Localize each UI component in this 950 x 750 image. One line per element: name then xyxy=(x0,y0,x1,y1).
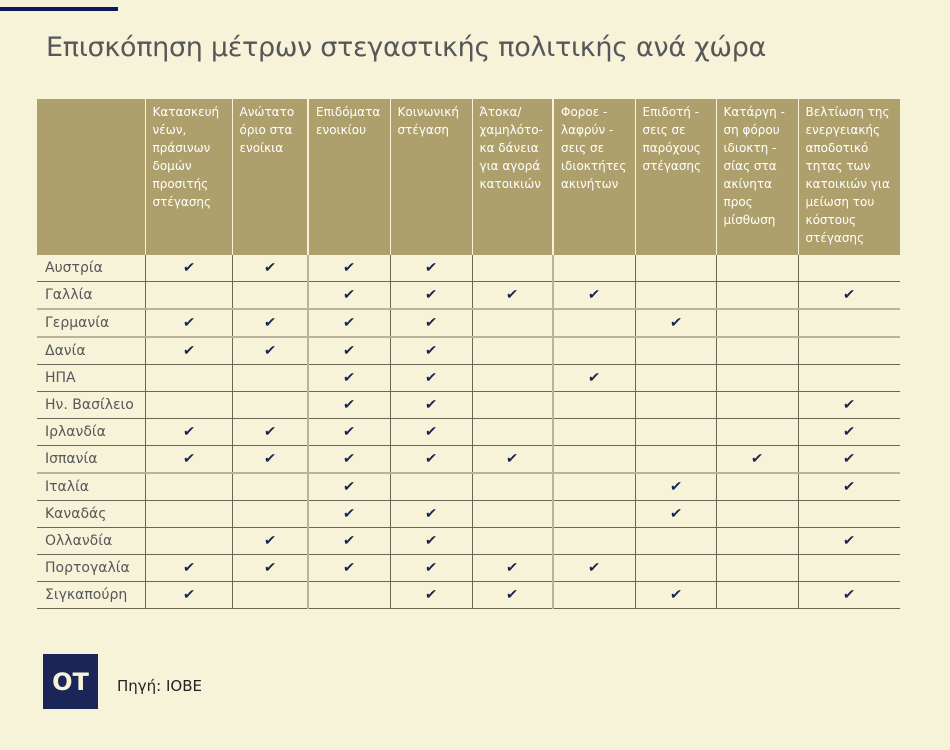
policy-cell xyxy=(390,365,472,392)
country-name: Γερμανία xyxy=(37,309,145,337)
country-name: Δανία xyxy=(37,337,145,365)
check-mark-icon: ✔ xyxy=(181,424,196,440)
policy-cell xyxy=(308,392,390,419)
check-mark-icon: ✔ xyxy=(342,343,356,359)
check-mark-icon: ✔ xyxy=(342,397,356,413)
check-mark-icon: ✔ xyxy=(263,451,277,467)
policy-cell xyxy=(553,528,635,555)
check-mark-icon: ✔ xyxy=(263,533,277,549)
column-header: Ανώτατο όριο στα ενοίκια xyxy=(232,99,308,255)
policy-cell xyxy=(472,446,553,474)
table-row xyxy=(37,282,900,310)
policy-cell xyxy=(798,365,900,392)
country-name: Ιταλία xyxy=(37,473,145,501)
policy-cell xyxy=(798,555,900,582)
check-mark-icon: ✔ xyxy=(424,287,438,303)
policy-cell xyxy=(232,446,308,474)
policy-cell xyxy=(232,555,308,582)
table-header-row xyxy=(37,99,900,255)
policy-cell xyxy=(232,473,308,501)
policy-cell xyxy=(145,282,232,310)
policy-cell xyxy=(472,419,553,446)
policy-cell xyxy=(635,282,716,310)
policy-cell xyxy=(390,446,472,474)
check-mark-icon: ✔ xyxy=(263,560,277,576)
policy-cell xyxy=(472,255,553,282)
policy-cell xyxy=(308,528,390,555)
check-mark-icon: ✔ xyxy=(342,560,356,576)
check-mark-icon: ✔ xyxy=(842,479,856,495)
policy-cell xyxy=(308,337,390,365)
policy-cell xyxy=(798,419,900,446)
policy-cell xyxy=(308,309,390,337)
policy-cell xyxy=(232,501,308,528)
column-header: Επιδόματα ενοικίου xyxy=(308,99,390,255)
policy-cell xyxy=(635,555,716,582)
policy-cell xyxy=(553,446,635,474)
country-name: Ολλανδία xyxy=(37,528,145,555)
check-mark-icon: ✔ xyxy=(505,287,519,303)
policy-cell xyxy=(145,337,232,365)
table-row xyxy=(37,365,900,392)
policy-cell xyxy=(308,582,390,609)
check-mark-icon: ✔ xyxy=(424,424,438,440)
policy-cell xyxy=(716,582,798,609)
policy-cell xyxy=(472,555,553,582)
policy-cell xyxy=(145,446,232,474)
check-mark-icon: ✔ xyxy=(668,315,683,331)
policy-cell xyxy=(798,473,900,501)
policy-cell xyxy=(716,309,798,337)
policy-cell xyxy=(472,282,553,310)
policy-cell xyxy=(145,555,232,582)
check-mark-icon: ✔ xyxy=(263,260,277,276)
check-mark-icon: ✔ xyxy=(424,397,438,413)
country-name: Σιγκαπούρη xyxy=(37,582,145,609)
country-name: Καναδάς xyxy=(37,501,145,528)
header-corner xyxy=(37,99,145,255)
check-mark-icon: ✔ xyxy=(505,587,519,603)
ot-logo: OT xyxy=(43,654,98,709)
policy-cell xyxy=(798,309,900,337)
check-mark-icon: ✔ xyxy=(181,343,196,359)
policy-cell xyxy=(232,528,308,555)
check-mark-icon: ✔ xyxy=(505,560,519,576)
policy-cell xyxy=(635,392,716,419)
policy-cell xyxy=(553,419,635,446)
policy-cell xyxy=(553,392,635,419)
policy-cell xyxy=(145,582,232,609)
check-mark-icon: ✔ xyxy=(424,560,438,576)
check-mark-icon: ✔ xyxy=(342,370,356,386)
check-mark-icon: ✔ xyxy=(342,315,356,331)
check-mark-icon: ✔ xyxy=(668,587,683,603)
check-mark-icon: ✔ xyxy=(424,451,438,467)
policy-cell xyxy=(716,501,798,528)
policy-cell xyxy=(553,365,635,392)
table-row xyxy=(37,528,900,555)
check-mark-icon: ✔ xyxy=(842,587,856,603)
table-row xyxy=(37,337,900,365)
policy-cell xyxy=(390,337,472,365)
policy-cell xyxy=(308,501,390,528)
column-header: Άτοκα/ χαμηλότο-κα δάνεια για αγορά κατοικιών xyxy=(472,99,553,255)
policy-cell xyxy=(635,419,716,446)
policy-cell xyxy=(553,337,635,365)
country-name: Πορτογαλία xyxy=(37,555,145,582)
check-mark-icon: ✔ xyxy=(342,533,356,549)
policy-table xyxy=(37,99,900,609)
country-name: Αυστρία xyxy=(37,255,145,282)
policy-cell xyxy=(472,309,553,337)
check-mark-icon: ✔ xyxy=(750,451,764,467)
policy-cell xyxy=(232,392,308,419)
policy-cell xyxy=(716,255,798,282)
column-header: Βελτίωση της ενεργειακής αποδοτικό τητας των κατοικιών για μείωση του κόστους στέγασης xyxy=(798,99,900,255)
table-row xyxy=(37,392,900,419)
policy-cell xyxy=(716,555,798,582)
policy-cell xyxy=(308,255,390,282)
check-mark-icon: ✔ xyxy=(842,287,856,303)
country-name: Ην. Βασίλειο xyxy=(37,392,145,419)
check-mark-icon: ✔ xyxy=(587,287,601,303)
check-mark-icon: ✔ xyxy=(342,451,356,467)
policy-cell xyxy=(145,473,232,501)
policy-cell xyxy=(145,309,232,337)
policy-cell xyxy=(798,392,900,419)
policy-cell xyxy=(553,501,635,528)
check-mark-icon: ✔ xyxy=(587,560,601,576)
column-header: Κατάργη - ση φόρου ιδιοκτη - σίας στα ακίνητα προς μίσθωση xyxy=(716,99,798,255)
policy-cell xyxy=(798,582,900,609)
policy-cell xyxy=(472,392,553,419)
policy-cell xyxy=(308,446,390,474)
check-mark-icon: ✔ xyxy=(263,343,277,359)
check-mark-icon: ✔ xyxy=(424,533,438,549)
policy-cell xyxy=(798,337,900,365)
policy-cell xyxy=(472,582,553,609)
check-mark-icon: ✔ xyxy=(263,315,277,331)
table-row xyxy=(37,446,900,474)
policy-cell xyxy=(553,555,635,582)
check-mark-icon: ✔ xyxy=(842,424,856,440)
policy-cell xyxy=(716,337,798,365)
check-mark-icon: ✔ xyxy=(342,260,356,276)
policy-cell xyxy=(232,282,308,310)
policy-cell xyxy=(716,446,798,474)
policy-cell xyxy=(798,255,900,282)
source-note: Πηγή: IOBE xyxy=(117,677,202,695)
country-name: Ισπανία xyxy=(37,446,145,474)
policy-cell xyxy=(553,582,635,609)
table-row xyxy=(37,309,900,337)
page-title: Επισκόπηση μέτρων στεγαστικής πολιτικής ανά χώρα xyxy=(46,32,767,63)
check-mark-icon: ✔ xyxy=(842,533,856,549)
policy-cell xyxy=(635,337,716,365)
policy-cell xyxy=(716,473,798,501)
column-header: Κατασκευή νέων, πράσινων δομών προσιτής στέγασης xyxy=(145,99,232,255)
table-row xyxy=(37,582,900,609)
policy-cell xyxy=(390,419,472,446)
check-mark-icon: ✔ xyxy=(342,287,356,303)
check-mark-icon: ✔ xyxy=(342,424,356,440)
check-mark-icon: ✔ xyxy=(842,397,856,413)
policy-cell xyxy=(553,282,635,310)
country-name: Γαλλία xyxy=(37,282,145,310)
column-header: Φοροε - λαφρύν - σεις σε ιδιοκτήτες ακινήτων xyxy=(553,99,635,255)
check-mark-icon: ✔ xyxy=(842,451,856,467)
check-mark-icon: ✔ xyxy=(668,506,683,522)
policy-cell xyxy=(390,501,472,528)
policy-cell xyxy=(308,419,390,446)
policy-cell xyxy=(798,446,900,474)
policy-cell xyxy=(635,365,716,392)
policy-cell xyxy=(232,419,308,446)
policy-cell xyxy=(232,582,308,609)
policy-cell xyxy=(390,473,472,501)
policy-cell xyxy=(553,473,635,501)
policy-cell xyxy=(232,365,308,392)
table-row xyxy=(37,555,900,582)
policy-cell xyxy=(145,392,232,419)
policy-cell xyxy=(798,282,900,310)
policy-cell xyxy=(390,392,472,419)
policy-cell xyxy=(635,582,716,609)
check-mark-icon: ✔ xyxy=(424,587,438,603)
country-name: Ιρλανδία xyxy=(37,419,145,446)
policy-cell xyxy=(716,365,798,392)
policy-cell xyxy=(635,528,716,555)
table-body xyxy=(37,255,900,609)
check-mark-icon: ✔ xyxy=(181,560,196,576)
policy-cell xyxy=(145,365,232,392)
accent-bar xyxy=(0,7,118,11)
policy-cell xyxy=(472,365,553,392)
policy-cell xyxy=(472,337,553,365)
policy-cell xyxy=(390,528,472,555)
check-mark-icon: ✔ xyxy=(181,260,196,276)
policy-cell xyxy=(553,309,635,337)
check-mark-icon: ✔ xyxy=(668,479,683,495)
check-mark-icon: ✔ xyxy=(424,260,438,276)
policy-cell xyxy=(553,255,635,282)
policy-cell xyxy=(308,282,390,310)
check-mark-icon: ✔ xyxy=(424,315,438,331)
policy-cell xyxy=(232,309,308,337)
table-row xyxy=(37,255,900,282)
policy-cell xyxy=(716,392,798,419)
policy-cell xyxy=(716,282,798,310)
policy-cell xyxy=(472,528,553,555)
policy-cell xyxy=(716,419,798,446)
policy-cell xyxy=(145,255,232,282)
policy-cell xyxy=(390,582,472,609)
check-mark-icon: ✔ xyxy=(587,370,601,386)
column-header: Κοινωνική στέγαση xyxy=(390,99,472,255)
policy-cell xyxy=(232,255,308,282)
policy-cell xyxy=(390,309,472,337)
country-name: ΗΠΑ xyxy=(37,365,145,392)
check-mark-icon: ✔ xyxy=(181,315,196,331)
policy-cell xyxy=(635,309,716,337)
check-mark-icon: ✔ xyxy=(342,506,356,522)
policy-cell xyxy=(472,473,553,501)
column-header: Επιδοτή - σεις σε παρόχους στέγασης xyxy=(635,99,716,255)
check-mark-icon: ✔ xyxy=(342,479,356,495)
policy-cell xyxy=(308,365,390,392)
policy-cell xyxy=(145,501,232,528)
policy-cell xyxy=(390,282,472,310)
table-row xyxy=(37,501,900,528)
policy-cell xyxy=(635,501,716,528)
table-row xyxy=(37,473,900,501)
table-row xyxy=(37,419,900,446)
check-mark-icon: ✔ xyxy=(424,343,438,359)
check-mark-icon: ✔ xyxy=(181,451,196,467)
policy-cell xyxy=(716,528,798,555)
policy-cell xyxy=(145,528,232,555)
check-mark-icon: ✔ xyxy=(263,424,277,440)
policy-cell xyxy=(145,419,232,446)
policy-cell xyxy=(635,446,716,474)
policy-cell xyxy=(798,528,900,555)
policy-cell xyxy=(308,473,390,501)
policy-cell xyxy=(390,555,472,582)
policy-cell xyxy=(635,473,716,501)
policy-cell xyxy=(232,337,308,365)
check-mark-icon: ✔ xyxy=(505,451,519,467)
check-mark-icon: ✔ xyxy=(181,587,196,603)
check-mark-icon: ✔ xyxy=(424,370,438,386)
policy-cell xyxy=(390,255,472,282)
policy-cell xyxy=(472,501,553,528)
check-mark-icon: ✔ xyxy=(424,506,438,522)
policy-cell xyxy=(635,255,716,282)
policy-cell xyxy=(798,501,900,528)
policy-cell xyxy=(308,555,390,582)
